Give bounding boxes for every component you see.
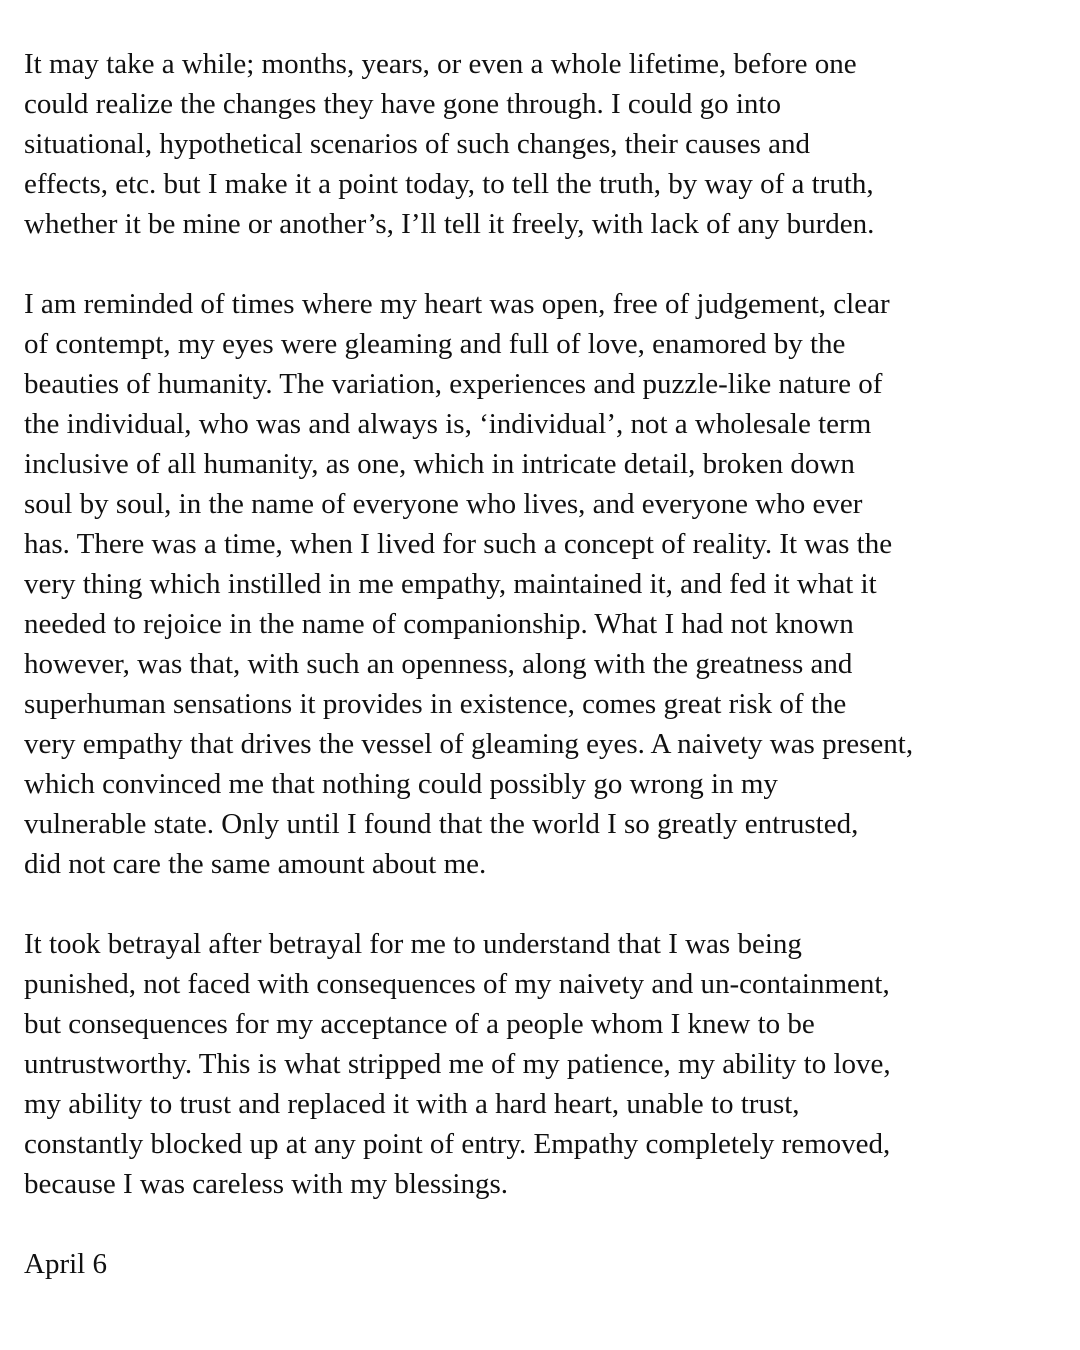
- text-line: I am reminded of times where my heart was open, free of judgement, clear: [24, 288, 890, 320]
- paragraph-3: [24, 924, 1064, 1204]
- text-line: very empathy that drives the vessel of gleaming eyes. A naivety was present,: [24, 728, 914, 760]
- text-line: has. There was a time, when I lived for such a concept of reality. It was the: [24, 528, 893, 560]
- date-text: April 6: [24, 1248, 107, 1280]
- paragraph-1: [24, 44, 1064, 244]
- paragraph-2: [24, 284, 1064, 884]
- text-line: inclusive of all humanity, as one, which in intricate detail, broken down: [24, 448, 855, 480]
- text-line: soul by soul, in the name of everyone who lives, and everyone who ever: [24, 488, 863, 520]
- text-line: could realize the changes they have gone through. I could go into: [24, 88, 781, 120]
- text-line: untrustworthy. This is what stripped me of my patience, my ability to love,: [24, 1048, 891, 1080]
- text-line: whether it be mine or another’s, I’ll tell it freely, with lack of any burden.: [24, 208, 875, 240]
- text-line: did not care the same amount about me.: [24, 848, 487, 880]
- text-line: however, was that, with such an openness, along with the greatness and: [24, 648, 853, 680]
- text-line: which convinced me that nothing could possibly go wrong in my: [24, 768, 778, 800]
- text-line: because I was careless with my blessings.: [24, 1168, 509, 1200]
- text-line: needed to rejoice in the name of companionship. What I had not known: [24, 608, 854, 640]
- text-line: superhuman sensations it provides in existence, comes great risk of the: [24, 688, 847, 720]
- text-line: effects, etc. but I make it a point today, to tell the truth, by way of a truth,: [24, 168, 874, 200]
- document-page: [24, 44, 1064, 1284]
- text-line: very thing which instilled in me empathy, maintained it, and fed it what it: [24, 568, 877, 600]
- text-line: my ability to trust and replaced it with a hard heart, unable to trust,: [24, 1088, 800, 1120]
- text-line: vulnerable state. Only until I found that the world I so greatly entrusted,: [24, 808, 859, 840]
- text-line: situational, hypothetical scenarios of such changes, their causes and: [24, 128, 810, 160]
- text-line: constantly blocked up at any point of entry. Empathy completely removed,: [24, 1128, 891, 1160]
- text-line: the individual, who was and always is, ‘individual’, not a wholesale term: [24, 408, 872, 440]
- text-line: punished, not faced with consequences of my naivety and un-containment,: [24, 968, 890, 1000]
- text-line: It took betrayal after betrayal for me to understand that I was being: [24, 928, 802, 960]
- text-line: beauties of humanity. The variation, experiences and puzzle-like nature of: [24, 368, 883, 400]
- text-line: but consequences for my acceptance of a people whom I knew to be: [24, 1008, 815, 1040]
- text-line: of contempt, my eyes were gleaming and full of love, enamored by the: [24, 328, 846, 360]
- entry-date: [24, 1244, 1064, 1284]
- text-line: It may take a while; months, years, or even a whole lifetime, before one: [24, 48, 857, 80]
